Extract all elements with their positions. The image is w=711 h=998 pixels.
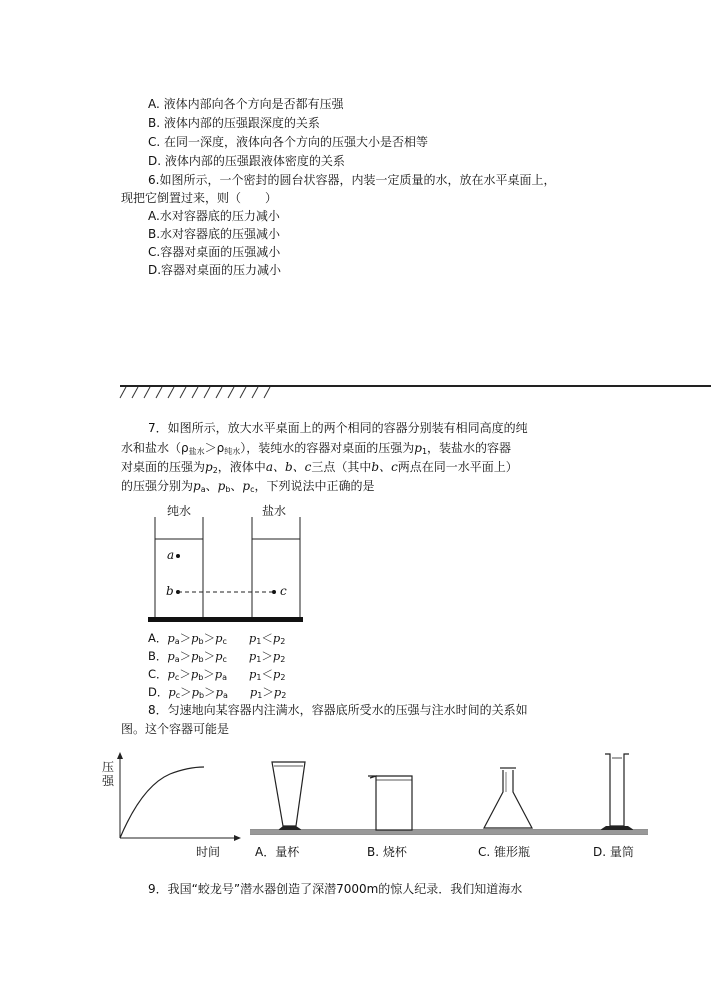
q7-option-c: C．$p_c>p_b>p_a$ $p_1<p_2$ (148, 667, 286, 682)
q6-option-b: B.水对容器底的压强减小 (148, 227, 281, 241)
q5-option-b: B. 液体内部的压强跟深度的关系 (148, 116, 320, 130)
graph-ylabel-2: 强 (102, 774, 115, 788)
q7-option-d: D．$p_c>p_b>p_a$ $p_1>p_2$ (148, 685, 287, 700)
salt-water-label: 盐水 (262, 504, 287, 518)
q6-option-d: D.容器对桌面的压力减小 (148, 263, 282, 277)
q8-choice-d: D. 量筒 (593, 845, 634, 859)
q7-line3: 对桌面的压强为$p_2$，液体中a、b、c三点（其中b、c两点在同一水平面上） (121, 460, 518, 475)
q9-line1: 9．我国“蛟龙号”潜水器创造了深潜7000m的惊人纪录．我们知道海水 (148, 882, 523, 896)
measuring-cup-icon (272, 762, 305, 826)
graph-xlabel: 时间 (196, 845, 221, 859)
beaker-icon (368, 776, 412, 830)
pure-water-label: 纯水 (167, 504, 192, 518)
q8-choice-c: C. 锥形瓶 (478, 845, 531, 859)
pressure-time-graph (112, 752, 242, 842)
two-containers-figure (145, 515, 305, 625)
graduated-cylinder-icon (605, 754, 629, 826)
point-b-label: b (166, 584, 174, 598)
table-surface-figure (120, 380, 711, 402)
q6-option-c: C.容器对桌面的压强减小 (148, 245, 281, 259)
conical-flask-icon (484, 770, 532, 828)
q8-line2: 图。这个容器可能是 (121, 722, 230, 736)
q6-stem-line2: 现把它倒置过来，则（ ） (121, 191, 278, 205)
q7-option-b: B．$p_a>p_b>p_c$ $p_1>p_2$ (148, 649, 286, 664)
point-c-label: c (280, 584, 287, 598)
point-a-label: a (167, 548, 175, 562)
q8-choice-b: B. 烧杯 (367, 845, 407, 859)
q7-line2: 水和盐水$(\rho_{盐水}>\rho_{纯水})$，装纯水的容器对桌面的压强为$p_1$，装盐水的容器 (121, 441, 512, 456)
q6-stem-line1: 6.如图所示，一个密封的圆台状容器，内装一定质量的水，放在水平桌面上， (148, 173, 556, 187)
q7-line1: 7．如图所示，放大水平桌面上的两个相同的容器分别装有相同高度的纯 (148, 421, 528, 435)
q5-option-d: D. 液体内部的压强跟液体密度的关系 (148, 154, 345, 168)
point-a-dot (176, 554, 180, 558)
containers-bench-figure (250, 748, 650, 843)
q8-choice-a: A．量杯 (255, 845, 300, 859)
q7-line4: 的压强分别为$p_a$、$p_b$、$p_c$，下列说法中正确的是 (121, 479, 375, 494)
q6-option-a: A.水对容器底的压力减小 (148, 209, 280, 223)
q5-option-c: C. 在同一深度，液体向各个方向的压强大小是否相等 (148, 135, 429, 149)
graph-ylabel-1: 压 (102, 760, 115, 774)
q8-line1: 8．匀速地向某容器内注满水，容器底所受水的压强与注水时间的关系如 (148, 703, 528, 717)
q5-option-a: A. 液体内部向各个方向是否都有压强 (148, 97, 344, 111)
q7-option-a: A．$p_a>p_b>p_c$ $p_1<p_2$ (148, 631, 286, 646)
